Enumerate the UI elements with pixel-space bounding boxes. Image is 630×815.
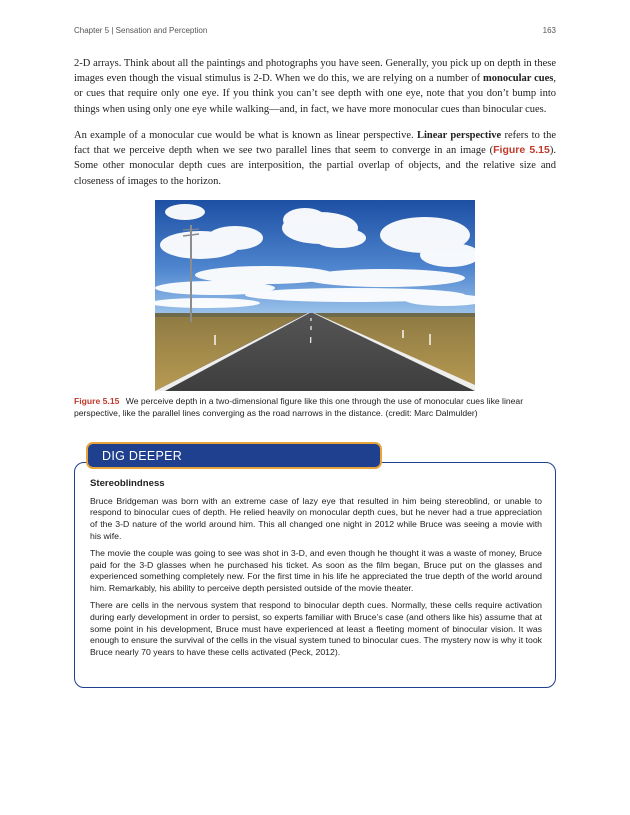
running-head: [74, 26, 556, 35]
figure-road-photo: [155, 200, 475, 391]
dig-deeper-paragraph-2: The movie the couple was going to see was shot in 3-D, and even though he thought it was a waste of money, Bruce paid for the 3-D glasses when he purchased his ticket. As soon as the film began, Bruce put on the glasses and experienced something completely new. For the first time in his life he appreciated the true depth of the world around him. Remarkably, his ability to perceive depth persisted outside of the movie theater.: [90, 548, 542, 594]
figure-reference-link[interactable]: Figure 5.15: [493, 144, 550, 157]
paragraph-text: , or cues that require only one eye. If you think you can’t see depth with one eye, note that you don’t bump into things when using only one eye while walking—and, in fact, we have more monocular cues than binocular cues.: [74, 73, 556, 115]
chapter-title: Chapter 5 | Sensation and Perception: [74, 26, 208, 35]
paragraph-text: 2-D arrays. Think about all the paintings and photographs you have seen. Generally, you pick up on depth in these images even though the visual stimulus is 2-D. When we do this, we are relying on a number of: [74, 58, 556, 85]
figure-caption: [74, 396, 556, 419]
caption-text: We perceive depth in a two-dimensional figure like this one through the use of monocular cues like linear perspective, like the parallel lines converging as the road narrows in the distance. (credit: Marc Dalmulder): [74, 396, 524, 418]
dig-deeper-content: [90, 478, 542, 664]
key-term-linear-perspective: Linear perspective: [416, 130, 502, 141]
paragraph-text: ). Some other monocular depth cues are interposition, the partial overlap of objects, and the relative size and closeness of images to the horizon.: [74, 145, 556, 187]
figure-label: Figure 5.15: [74, 396, 120, 406]
dig-deeper-paragraph-3: There are cells in the nervous system that respond to binocular depth cues. Normally, these cells require activation during early development in order to persist, so experts familiar with Bruce’s case (and others like his) assume that at some point in his development, Bruce must have experienced at least a fleeting moment of binocular vision. It was enough to ensure the survival of the cells in the visual system tuned to binocular cues. The mystery now is why it took Bruce nearly 70 years to have these cells activated (Peck, 2012).: [90, 600, 542, 658]
dig-deeper-paragraph-1: Bruce Bridgeman was born with an extreme case of lazy eye that resulted in him being stereoblind, or unable to respond to binocular cues of depth. He relied heavily on monocular depth cues, but he never had a true appreciation of the 3-D nature of the world around him. This all changed one night in 2012 while Bruce was seeing a movie with his wife.: [90, 495, 542, 541]
dig-deeper-tab: DIG DEEPER: [86, 442, 382, 469]
key-term-monocular-cues: monocular cues: [483, 73, 554, 85]
dig-deeper-heading: Stereoblindness: [90, 478, 165, 489]
paragraph-text: An example of a monocular cue would be what is known as linear perspective.: [74, 130, 417, 141]
body-paragraph-2: [74, 128, 556, 189]
paragraph-text: refers to the fact that we perceive depth when we see two parallel lines that seem to converge in an image (: [74, 130, 556, 157]
body-paragraph-1: [74, 56, 556, 117]
page-number: 163: [542, 26, 556, 35]
